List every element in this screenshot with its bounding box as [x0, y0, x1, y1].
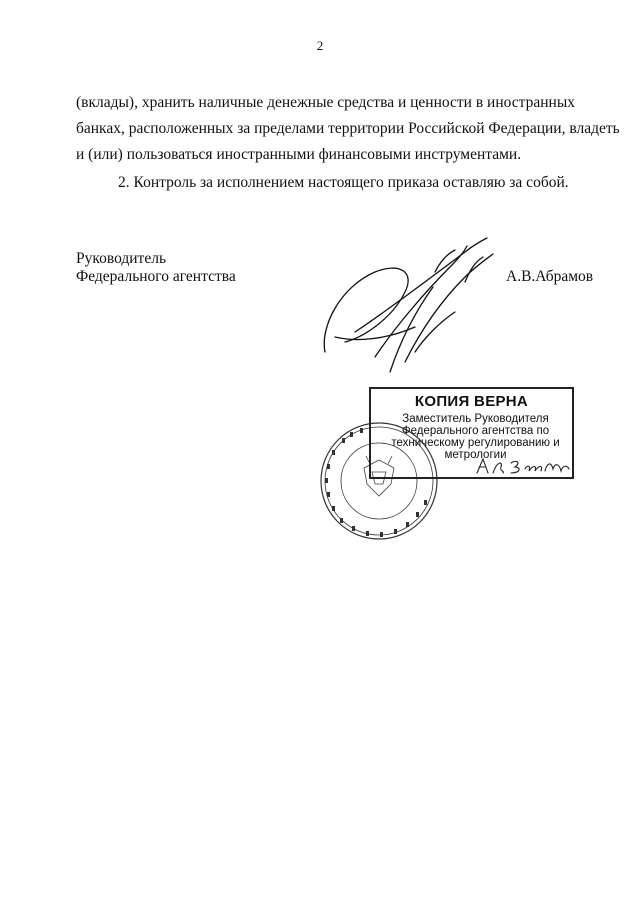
handwritten-signature — [315, 232, 500, 380]
signatory-title-line-2: Федерального агентства — [76, 268, 236, 285]
body-line-1: (вклады), хранить наличные денежные средства и ценности в иностранных — [76, 94, 575, 111]
body-line-2: банках, расположенных за пределами территории Российской Федерации, владеть — [76, 120, 620, 137]
page-number: 2 — [316, 38, 324, 53]
stamp-text — [385, 413, 566, 461]
stamp-handwritten-signature — [473, 455, 573, 477]
stamp-line-4: метрологии — [444, 449, 507, 461]
certified-copy-stamp — [369, 387, 574, 479]
signatory-title-line-1: Руководитель — [76, 250, 167, 267]
body-line-3: и (или) пользоваться иностранными финансовыми инструментами. — [76, 146, 522, 163]
stamp-line-1: Заместитель Руководителя — [402, 413, 549, 425]
stamp-line-2: Федерального агентства по — [401, 425, 550, 437]
stamp-heading: КОПИЯ ВЕРНА — [414, 393, 529, 410]
signatory-name: А.В.Абрамов — [506, 268, 594, 285]
stamp-line-3: техническому регулированию и — [391, 437, 560, 449]
body-line-4: 2. Контроль за исполнением настоящего приказа оставляю за собой. — [118, 174, 569, 191]
